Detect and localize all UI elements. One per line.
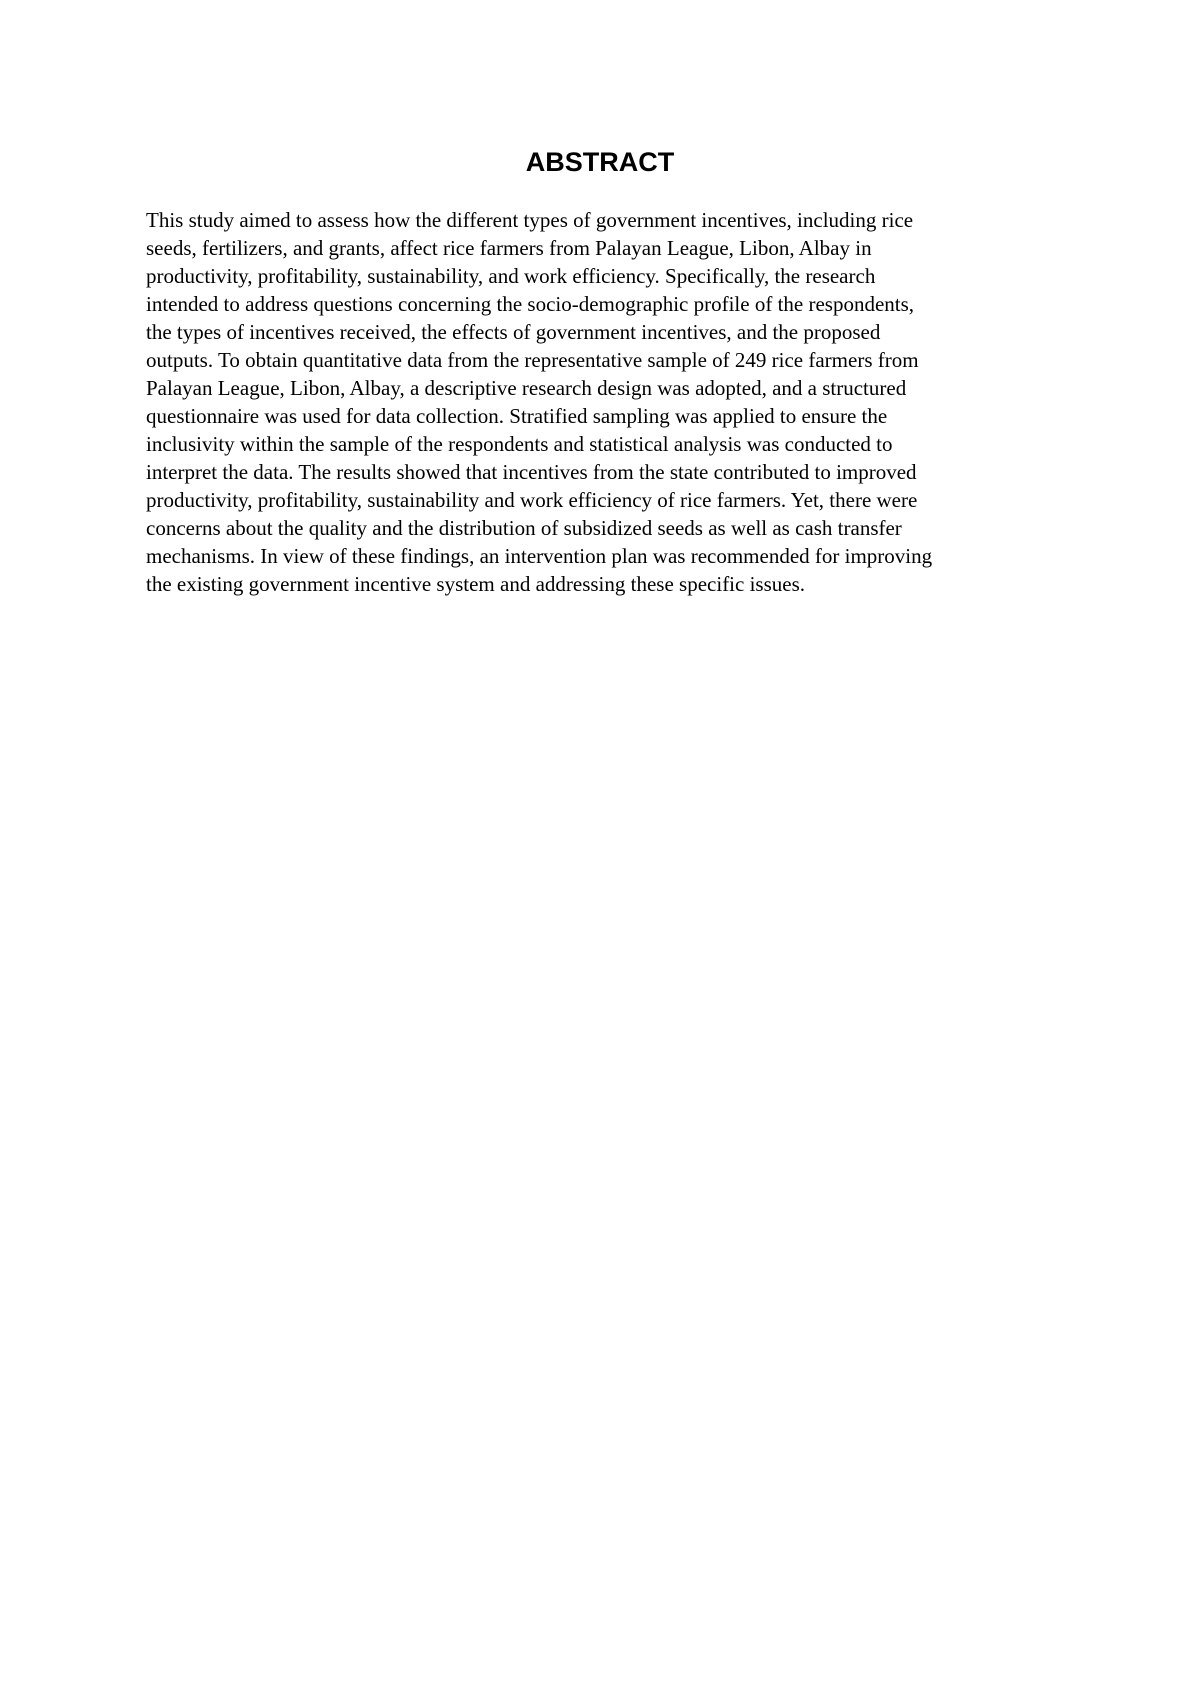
- abstract-line: This study aimed to assess how the different types of government incentives, including rice: [146, 208, 914, 232]
- abstract-line: productivity, profitability, sustainability and work efficiency of rice farmers. Yet, there were: [146, 488, 918, 512]
- abstract-line: intended to address questions concerning the socio-demographic profile of the respondents,: [146, 292, 915, 316]
- abstract-line: Palayan League, Libon, Albay, a descriptive research design was adopted, and a structured: [146, 376, 907, 400]
- abstract-heading: ABSTRACT: [525, 147, 675, 177]
- abstract-line: inclusivity within the sample of the respondents and statistical analysis was conducted to: [146, 432, 893, 456]
- abstract-line: mechanisms. In view of these findings, an intervention plan was recommended for improving: [146, 544, 933, 568]
- abstract-paragraph: [146, 206, 1066, 598]
- abstract-line: seeds, fertilizers, and grants, affect rice farmers from Palayan League, Libon, Albay in: [146, 236, 872, 260]
- abstract-line: the types of incentives received, the effects of government incentives, and the proposed: [146, 320, 881, 344]
- abstract-line: productivity, profitability, sustainability, and work efficiency. Specifically, the research: [146, 264, 876, 288]
- abstract-line: questionnaire was used for data collection. Stratified sampling was applied to ensure the: [146, 404, 888, 428]
- abstract-line: concerns about the quality and the distribution of subsidized seeds as well as cash transfer: [146, 516, 902, 540]
- abstract-line: the existing government incentive system and addressing these specific issues.: [146, 572, 806, 596]
- abstract-line: interpret the data. The results showed that incentives from the state contributed to improved: [146, 460, 917, 484]
- abstract-line: outputs. To obtain quantitative data from the representative sample of 249 rice farmers from: [146, 348, 919, 372]
